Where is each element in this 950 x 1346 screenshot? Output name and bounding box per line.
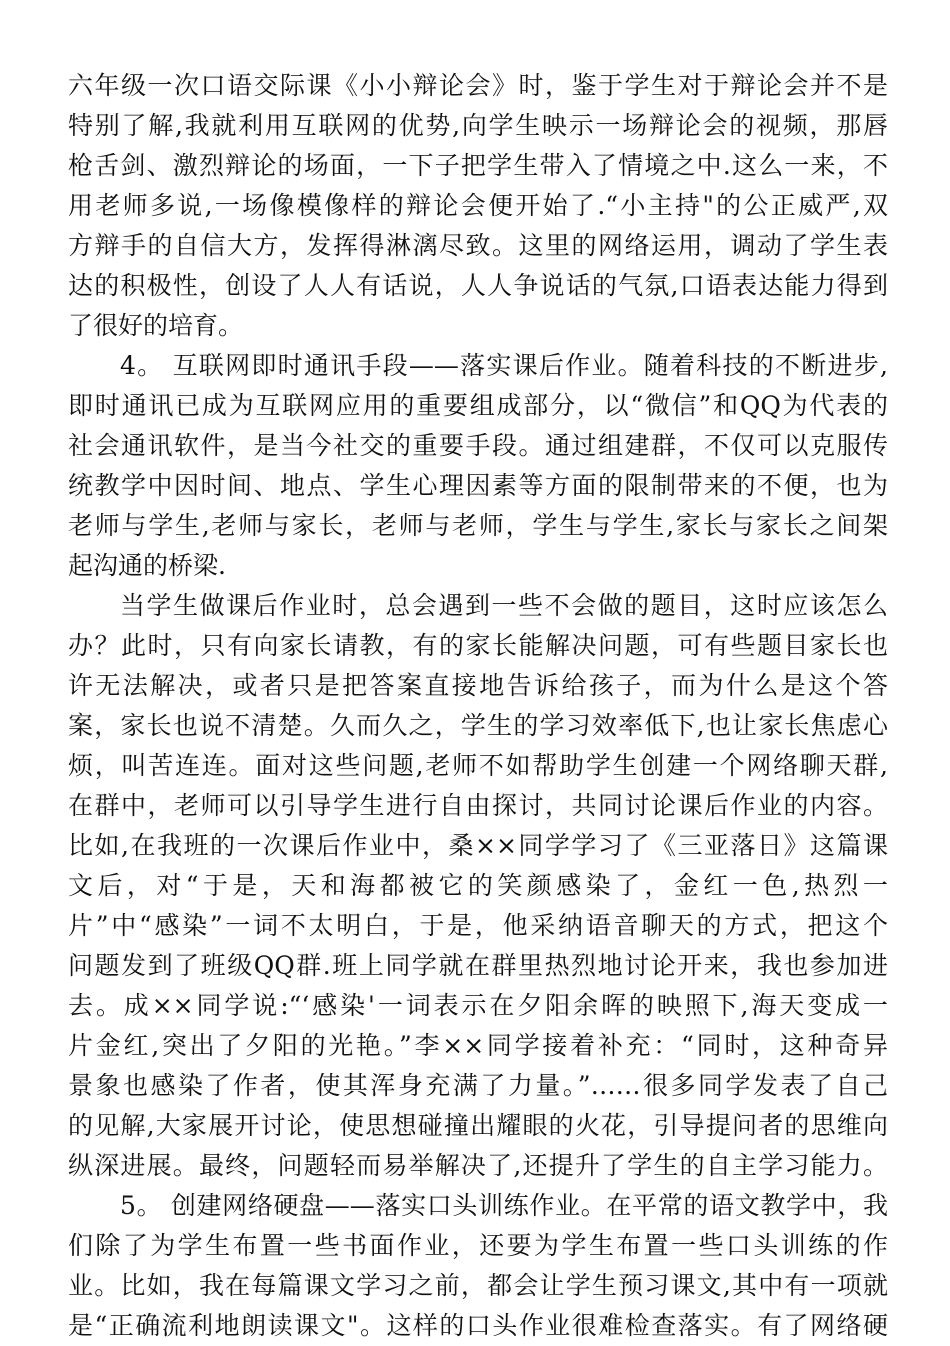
text-line: 许无法解决，或者只是把答案直接地告诉给孩子，而为什么是这个答 [68, 671, 888, 700]
text-line: 统教学中因时间、地点、学生心理因素等方面的限制带来的不便，也为 [68, 471, 888, 500]
text-line: 方辩手的自信大方，发挥得淋漓尽致。这里的网络运用，调动了学生表 [68, 231, 888, 260]
text-line: 纵深进展。最终，问题轻而易举解决了,还提升了学生的自主学习能力。 [68, 1151, 888, 1180]
text-line: 景象也感染了作者，使其浑身充满了力量。”……很多同学发表了自己 [68, 1071, 888, 1100]
body-text [68, 66, 888, 1346]
text-line: 达的积极性，创设了人人有话说，人人争说话的气氛,口语表达能力得到 [68, 271, 888, 300]
text-line: 即时通讯已成为互联网应用的重要组成部分，以“微信”和QQ为代表的 [68, 391, 888, 420]
text-line: 六年级一次口语交际课《小小辩论会》时，鉴于学生对于辩论会并不是 [68, 71, 888, 100]
text-line: 文后，对“于是，天和海都被它的笑颜感染了，金红一色,热烈一 [68, 871, 888, 900]
text-line: 了很好的培育。 [68, 311, 244, 340]
text-line: 们除了为学生布置一些书面作业，还要为学生布置一些口头训练的作 [68, 1231, 888, 1260]
text-line: 用老师多说,一场像模像样的辩论会便开始了.“小主持"的公正威严,双 [68, 191, 888, 220]
text-line: 案，家长也说不清楚。久而久之，学生的学习效率低下,也让家长焦虑心 [68, 711, 888, 740]
text-line: 烦，叫苦连连。面对这些问题,老师不如帮助学生创建一个网络聊天群, [68, 751, 888, 780]
text-line: 5。 创建网络硬盘——落实口头训练作业。在平常的语文教学中，我 [120, 1191, 888, 1220]
text-line: 枪舌剑、激烈辩论的场面，一下子把学生带入了情境之中.这么一来，不 [68, 151, 888, 180]
text-line: 老师与学生,老师与家长，老师与老师，学生与学生,家长与家长之间架 [68, 511, 888, 540]
text-line: 起沟通的桥梁. [68, 551, 226, 580]
text-line: 去。成××同学说:“‘感染'一词表示在夕阳余晖的映照下,海天变成一 [68, 991, 888, 1020]
text-line: 比如,在我班的一次课后作业中，桑××同学学习了《三亚落日》这篇课 [68, 831, 888, 860]
text-line: 办？此时，只有向家长请教，有的家长能解决问题，可有些题目家长也 [68, 631, 888, 660]
text-line: 片金红,突出了夕阳的光艳。”李××同学接着补充：“同时，这种奇异 [68, 1031, 888, 1060]
text-line: 片”中“感染”一词不太明白，于是，他采纳语音聊天的方式，把这个 [68, 911, 888, 940]
text-line: 的见解,大家展开讨论，使思想碰撞出耀眼的火花，引导提问者的思维向 [68, 1111, 888, 1140]
text-line: 业。比如，我在每篇课文学习之前，都会让学生预习课文,其中有一项就 [68, 1271, 888, 1300]
text-line: 在群中，老师可以引导学生进行自由探讨，共同讨论课后作业的内容。 [68, 791, 888, 820]
text-line: 社会通讯软件，是当今社交的重要手段。通过组建群，不仅可以克服传 [68, 431, 888, 460]
text-line: 当学生做课后作业时，总会遇到一些不会做的题目，这时应该怎么 [120, 591, 888, 620]
text-line: 4。 互联网即时通讯手段——落实课后作业。随着科技的不断进步, [120, 351, 888, 380]
text-line: 特别了解,我就利用互联网的优势,向学生映示一场辩论会的视频，那唇 [68, 111, 888, 140]
text-line: 是“正确流利地朗读课文"。这样的口头作业很难检查落实。有了网络硬 [68, 1311, 888, 1340]
text-line: 问题发到了班级QQ群.班上同学就在群里热烈地讨论开来，我也参加进 [68, 951, 888, 980]
